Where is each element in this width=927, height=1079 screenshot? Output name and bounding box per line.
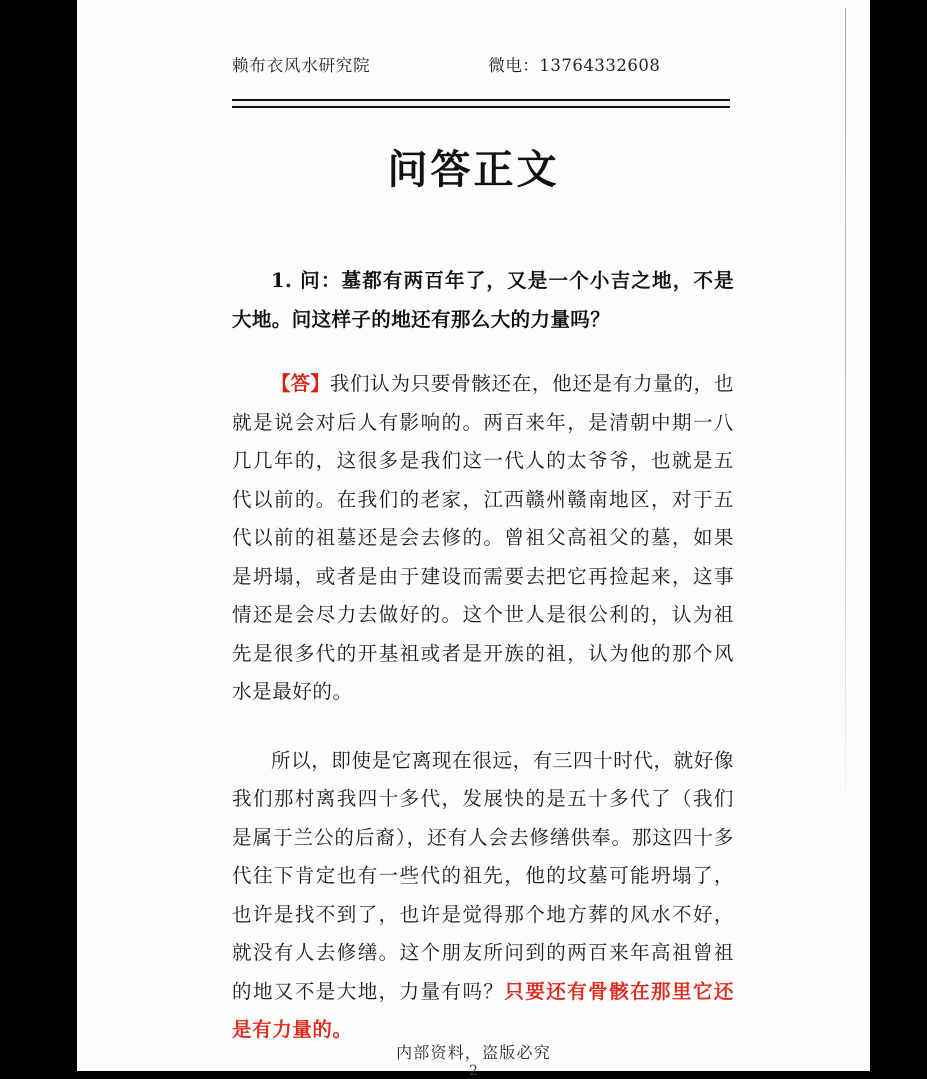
- answer-paragraph-1: [232, 365, 734, 712]
- answer-paragraph-1-text: 我们认为只要骨骸还在，他还是有力量的，也就是说会对后人有影响的。两百来年，是清朝中期一八几几年的，这很多是我们这一代人的太爷爷，也就是五代以前的。在我们的老家，江西赣州赣南地区，对于五代以前的祖墓还是会去修的。曾祖父高祖父的墓，如果是坍塌，或者是由于建设而需要去把它再捡起来，这事情还是会尽力去做好的。这个世人是很公利的，认为祖先是很多代的开基祖或者是开族的祖，认为他的那个风水是最好的。: [232, 372, 734, 703]
- page-title: 问答正文: [387, 147, 560, 193]
- letterbox-bar-left: [0, 0, 77, 1071]
- footer-notice: 内部资料，盗版必究: [396, 1043, 551, 1062]
- answer-paragraph-2-text: 所以，即使是它离现在很远，有三四十时代，就好像我们那村离我四十多代，发展快的是五十多代了（我们是属于兰公的后裔），还有人会去修缮供奉。那这四十多代往下肯定也有一些代的祖先，他的坟墓可能坍塌了，也许是找不到了，也许是觉得那个地方葬的风水不好，就没有人去修缮。这个朋友所问到的两百来年高祖曾祖的地又不是大地，力量有吗？: [232, 748, 734, 1003]
- body-column: [232, 262, 734, 1070]
- running-header: [232, 52, 732, 76]
- letterbox-bar-right: [870, 0, 927, 1071]
- scan-seam-line: [845, 8, 846, 828]
- page-number: 2: [469, 1063, 478, 1079]
- header-contact: 微电：13764332608: [488, 56, 661, 75]
- paragraph-gap: [232, 732, 734, 742]
- header-organization: 赖布衣风水研究院: [232, 56, 371, 75]
- answer-marker: 【答】: [271, 372, 330, 395]
- answer-paragraph-2: [232, 742, 734, 1050]
- answer-highlight-text: 只要还有骨骸在那里它还是有力量的。: [232, 979, 734, 1041]
- header-divider-rule: [232, 99, 730, 108]
- question-paragraph: 1. 问：墓都有两百年了，又是一个小吉之地，不是大地。问这样子的地还有那么大的力量吗？: [232, 269, 734, 331]
- scanned-page: [77, 0, 870, 1079]
